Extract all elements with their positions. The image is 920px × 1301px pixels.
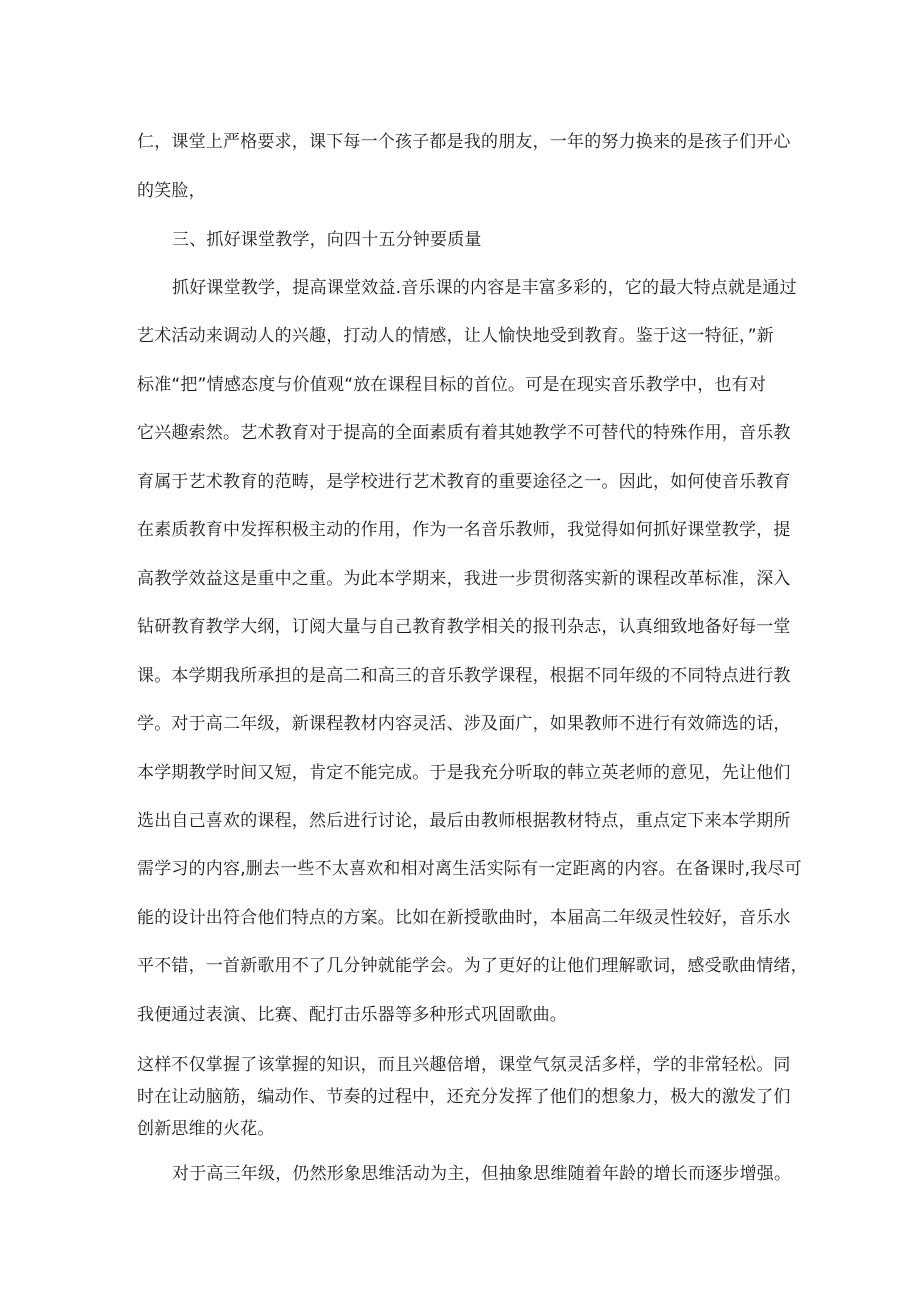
text-line: 学。对于高二年级，新课程教材内容灵活、涉及面广，如果教师不进行有效筛选的话，: [137, 714, 791, 734]
text-line: 时在让动脑筋，编动作、节奏的过程中，还充分发挥了他们的想象力，极大的激发了们: [137, 1087, 791, 1107]
text-line: 这样不仅掌握了该掌握的知识，而且兴趣倍增，课堂气氛灵活多样，学的非常轻松。同: [137, 1055, 791, 1075]
text-line: 对于高三年级，仍然形象思维活动为主，但抽象思维随着年龄的增长而逐步增强。: [172, 1164, 792, 1184]
text-line: 抓好课堂教学，提高课堂效益.音乐课的内容是丰富多彩的，它的最大特点就是通过: [172, 278, 797, 298]
text-line: 的笑脸，: [137, 181, 206, 201]
text-line: 仁，课堂上严格要求，课下每一个孩子都是我的朋友，一年的努力换来的是孩子们开心: [137, 132, 791, 152]
text-line: 它兴趣索然。艺术教育对于提高的全面素质有着其她教学不可替代的特殊作用，音乐教: [137, 423, 791, 443]
text-line: 能的设计出符合他们特点的方案。比如在新授歌曲时，本届高二年级灵性较好，音乐水: [137, 908, 791, 928]
section-heading: 三、抓好课堂教学，向四十五分钟要质量: [172, 230, 482, 250]
text-line: 需学习的内容,删去一些不太喜欢和相对离生活实际有一定距离的内容。在备课时,我尽可: [137, 859, 802, 879]
text-line: 创新思维的火花。: [137, 1119, 275, 1139]
text-line: 高教学效益这是重中之重。为此本学期来，我进一步贯彻落实新的课程改革标准，深入: [137, 569, 791, 589]
text-line: 我便通过表演、比赛、配打击乐器等多种形式巩固歌曲。: [137, 1005, 567, 1025]
text-line: 本学期教学时间又短，肯定不能完成。于是我充分听取的韩立英老师的意见，先让他们: [137, 763, 791, 783]
text-line: 在素质教育中发挥积极主动的作用，作为一名音乐教师，我觉得如何抓好课堂教学，提: [137, 520, 791, 540]
text-line: 艺术活动来调动人的兴趣，打动人的情感，让人愉快地受到教育。鉴于这一特征，”新: [137, 326, 774, 346]
text-line: 平不错，一首新歌用不了几分钟就能学会。为了更好的让他们理解歌词，感受歌曲情绪，: [137, 956, 808, 976]
text-line: 钻研教育教学大纲，订阅大量与自己教育教学相关的报刊杂志，认真细致地备好每一堂: [137, 617, 791, 637]
text-line: 育属于艺术教育的范畴，是学校进行艺术教育的重要途径之一。因此，如何使音乐教育: [137, 472, 791, 492]
text-line: 选出自己喜欢的课程，然后进行讨论，最后由教师根据教材特点，重点定下来本学期所: [137, 811, 791, 831]
text-line: 标准“把”情感态度与价值观“放在课程目标的首位。可是在现实音乐教学中，也有对: [137, 375, 767, 395]
text-line: 课。本学期我所承担的是高二和高三的音乐教学课程，根据不同年级的不同特点进行教: [137, 666, 791, 686]
